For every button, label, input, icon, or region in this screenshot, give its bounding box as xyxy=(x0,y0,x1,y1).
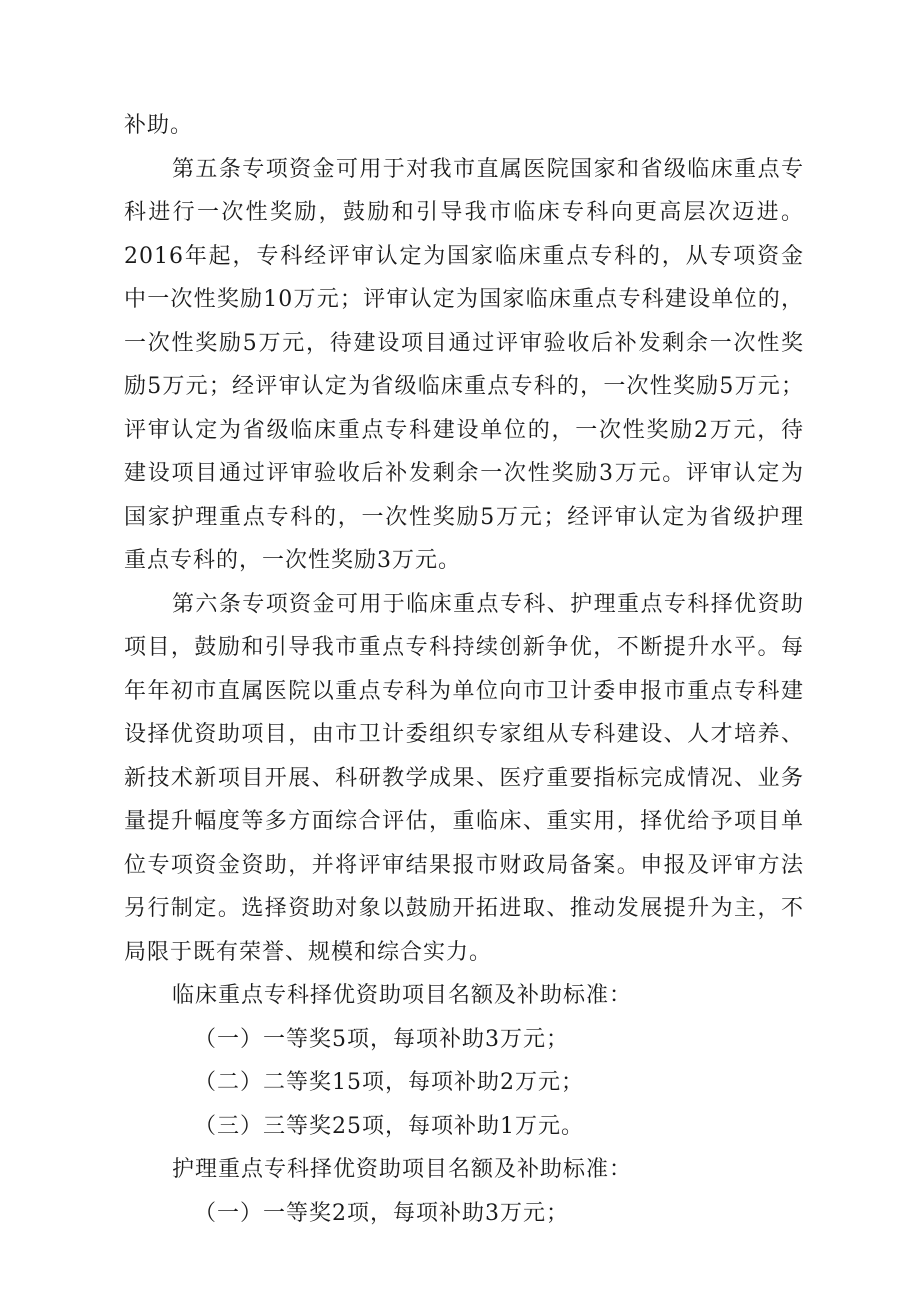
paragraph-continuation: 补助。 xyxy=(124,113,194,138)
clinical-item-third-prize: （三）三等奖25项，每项补助1万元。 xyxy=(194,1113,584,1139)
clinical-item-first-prize: （一）一等奖5项，每项补助3万元； xyxy=(194,1026,569,1052)
clinical-item-second-prize: （二）二等奖15项，每项补助2万元； xyxy=(194,1070,584,1095)
paragraph-article-5: 第五条专项资金可用于对我市直属医院国家和省级临床重点专科进行一次性奖励，鼓励和引导我市临床专科向更高层次迈进。2016年起，专科经评审认定为国家临床重点专科的，从专项资金中一次性奖励10万元；评审认定为国家临床重点专科建设单位的，一次性奖励5万元，待建设项目通过评审验收后补发剩余一次性奖励5万元；经评审认定为省级临床重点专科的，一次性奖励5万元；评审认定为省级临床重点专科建设单位的，一次性奖励2万元，待建设项目通过评审验收后补发剩余一次性奖励3万元。评审认定为国家护理重点专科的，一次性奖励5万元；经评审认定为省级护理重点专科的，一次性奖励3万元。 xyxy=(124,156,804,573)
nursing-item-first-prize: （一）一等奖2项，每项补助3万元； xyxy=(194,1200,569,1226)
paragraph-article-6: 第六条专项资金可用于临床重点专科、护理重点专科择优资助项目，鼓励和引导我市重点专科持续创新争优，不断提升水平。每年年初市直属医院以重点专科为单位向市卫计委申报市重点专科建设择优资助项目，由市卫计委组织专家组从专科建设、人才培养、新技术新项目开展、科研教学成果、医疗重要指标完成情况、业务量提升幅度等多方面综合评估，重临床、重实用，择优给予项目单位专项资金资助，并将评审结果报市财政局备案。申报及评审方法另行制定。选择资助对象以鼓励开拓进取、推动发展提升为主，不局限于既有荣誉、规模和综合实力。 xyxy=(124,591,804,965)
clinical-subsidy-heading: 临床重点专科择优资助项目名额及补助标准： xyxy=(172,983,633,1008)
nursing-subsidy-heading: 护理重点专科择优资助项目名额及补助标准： xyxy=(172,1157,633,1182)
document-body xyxy=(124,104,804,1235)
